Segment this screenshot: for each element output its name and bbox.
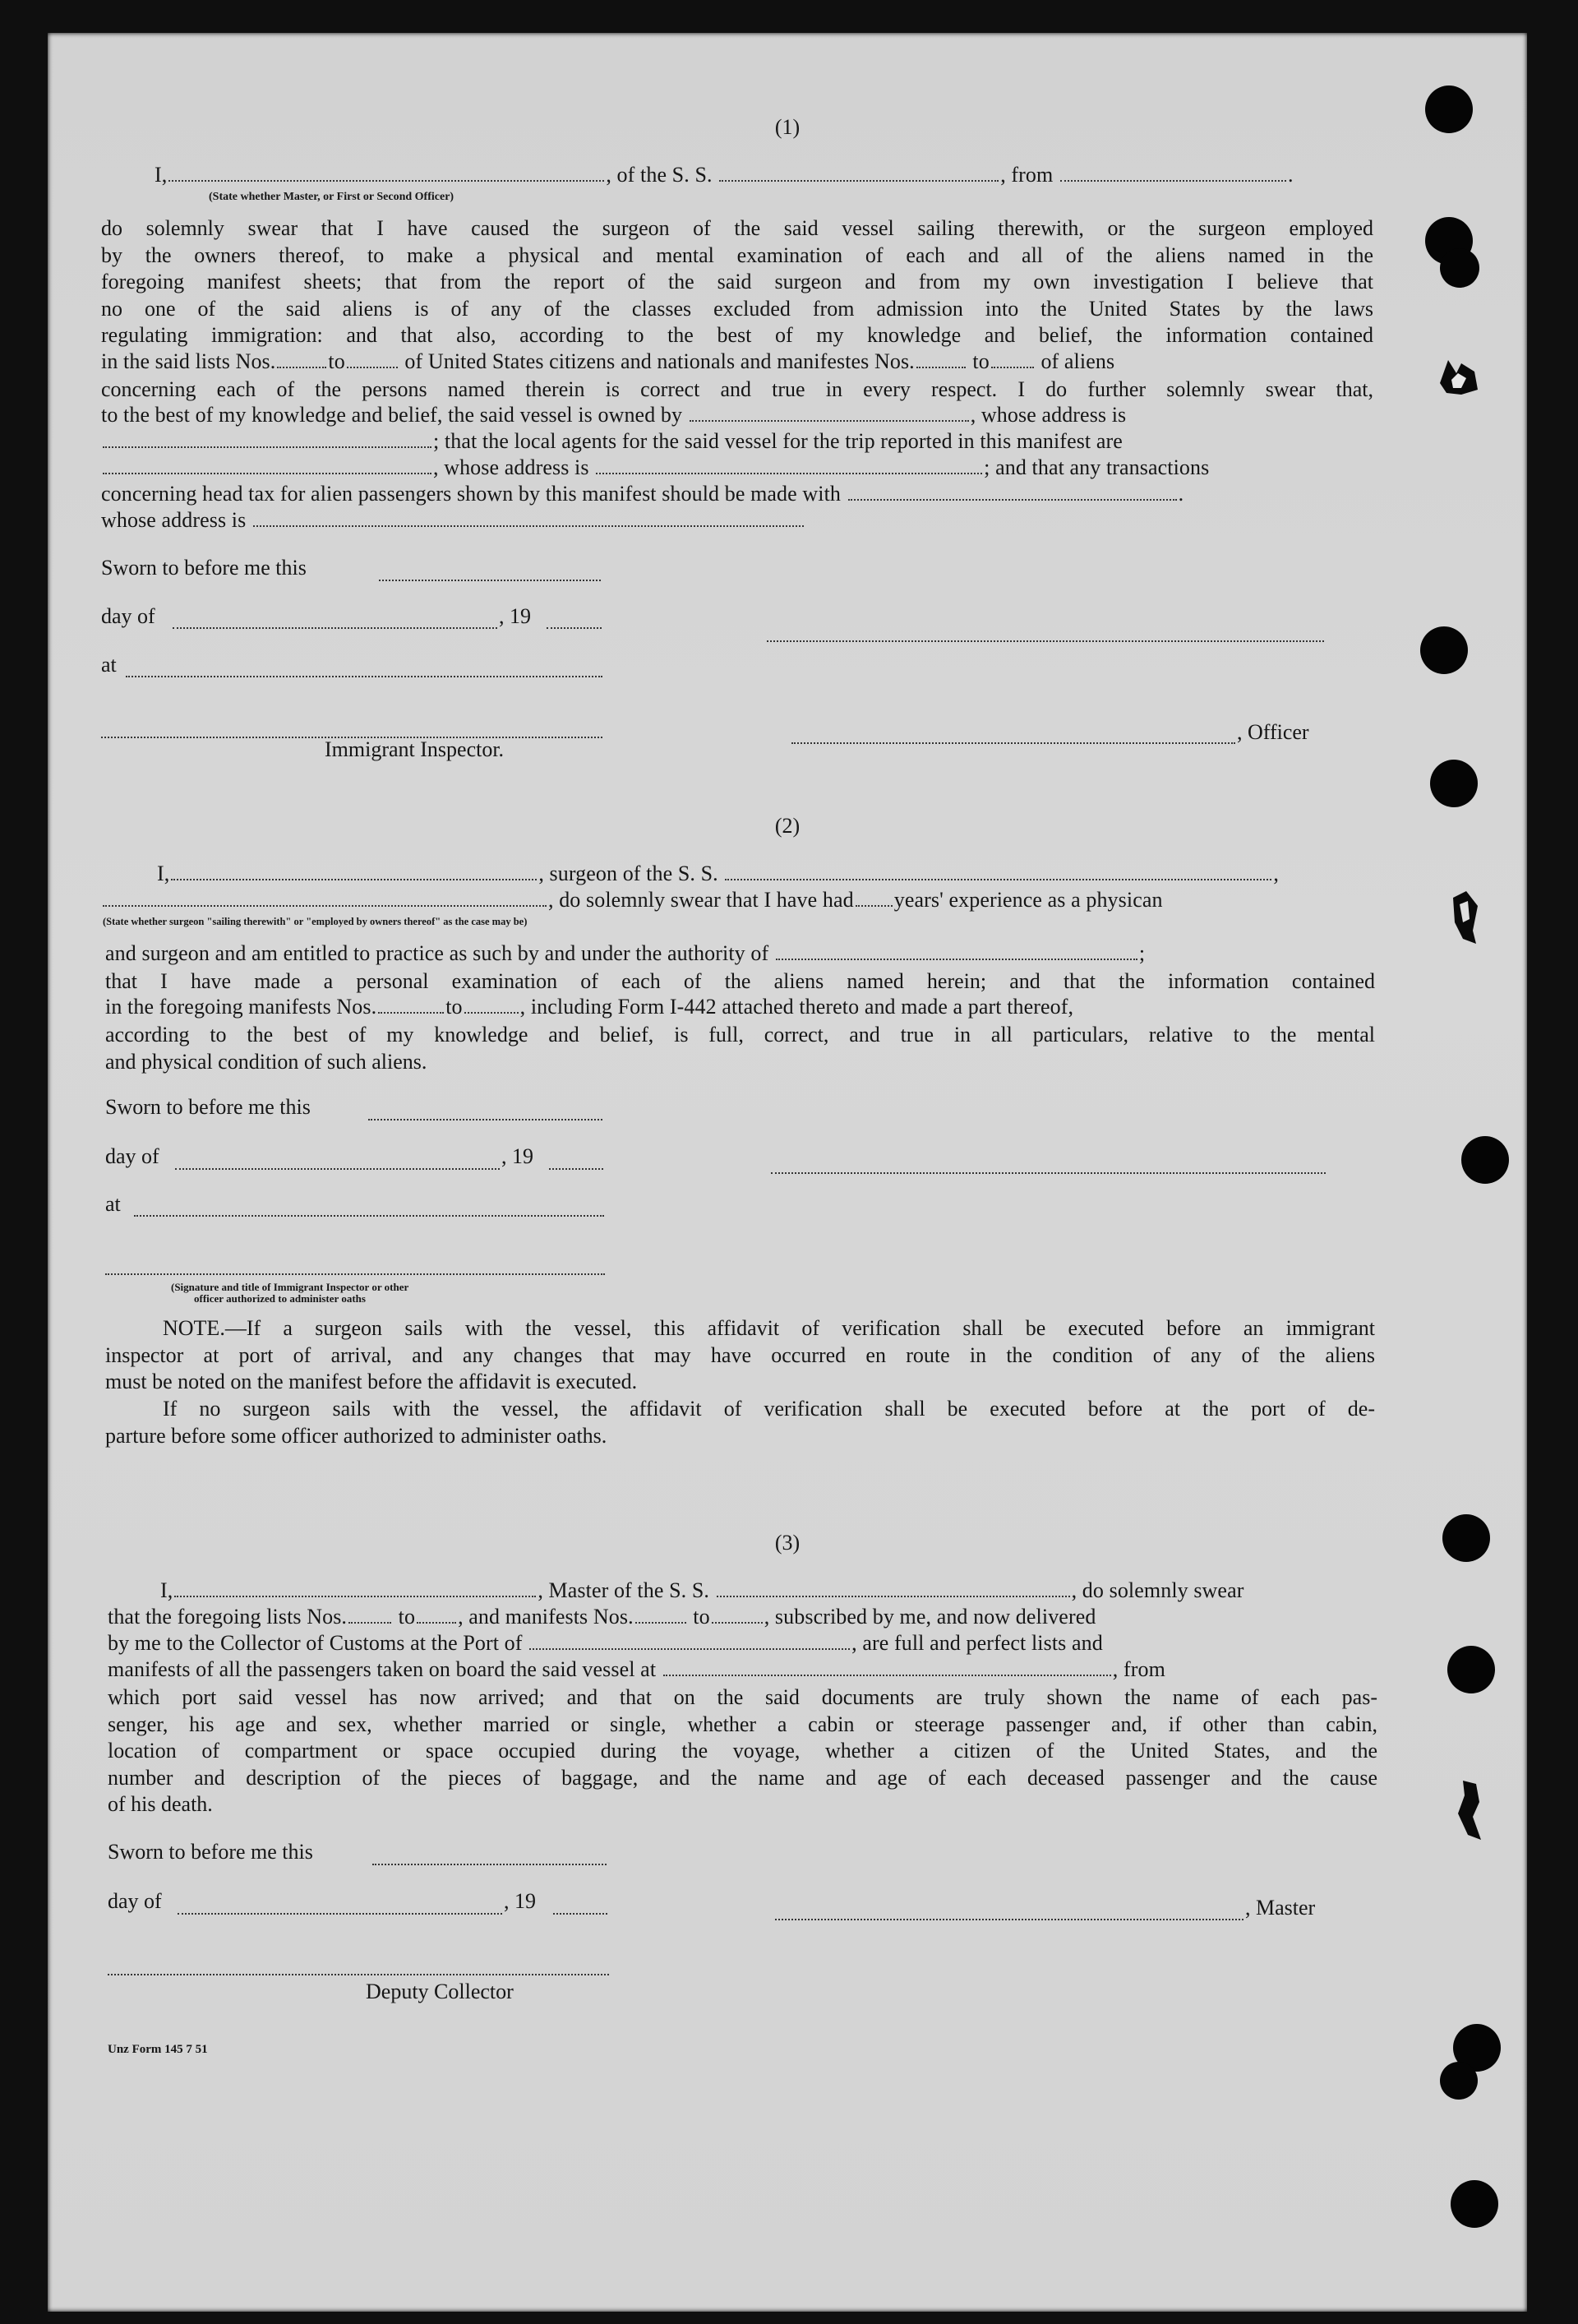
s1-body-line: foregoing manifest sheets; that from the report of the said surgeon and from my own investigation I believe that xyxy=(101,270,1373,293)
s2-note-line: NOTE.—If a surgeon sails with the vessel, this affidavit of verification shall be executed before an immigrant xyxy=(163,1316,1375,1340)
s3-manifests-label: , and manifests Nos. xyxy=(458,1605,634,1629)
s1-agents-line xyxy=(101,429,1123,454)
s1-vessel-field[interactable] xyxy=(719,179,999,182)
s2-ss-label: , surgeon of the S. S. xyxy=(538,862,718,885)
s1-hint: (State whether Master, or First or Second Officer) xyxy=(209,191,454,203)
s1-headtax-label: concerning head tax for alien passengers shown by this manifest should be made with xyxy=(101,482,842,506)
s2-nineteen-label: , 19 xyxy=(501,1144,533,1168)
s2-physician-label: years' experience as a physican xyxy=(893,888,1163,912)
s3-body-line: of his death. xyxy=(108,1792,213,1816)
s2-to-label: to xyxy=(445,995,463,1019)
s2-body-line: according to the best of my knowledge and belief, is full, correct, and true in all particulars, relative to the mental xyxy=(105,1023,1375,1046)
torn-hole xyxy=(1437,355,1481,396)
form-number: Unz Form 145 7 51 xyxy=(108,2043,208,2056)
s3-body-line: senger, his age and sex, whether married or single, whether a cabin or steerage passenger and, if other than cabin, xyxy=(108,1712,1377,1736)
torn-hole xyxy=(1448,889,1481,947)
s3-dayof-label: day of xyxy=(108,1889,162,1913)
s1-to2-label: to xyxy=(972,349,990,373)
s2-years-field[interactable] xyxy=(856,904,893,907)
section-2-number: (2) xyxy=(774,814,801,838)
s1-citizens-label: of United States citizens and nationals and manifestes Nos. xyxy=(404,349,915,373)
s3-name-field[interactable] xyxy=(174,1595,536,1597)
s3-port-label: by me to the Collector of Customs at the Port of xyxy=(108,1631,523,1655)
s1-owned-line xyxy=(101,403,1126,427)
binding-hole xyxy=(1447,1646,1495,1693)
s1-list-from-field[interactable] xyxy=(277,366,326,368)
s1-body-line: regulating immigration: and that also, according to the best of my knowledge and belief, the information contained xyxy=(101,323,1373,347)
s1-ss-label: , of the S. S. xyxy=(606,163,713,187)
s3-body-line: number and description of the pieces of baggage, and the name and age of each deceased passenger and the cause xyxy=(108,1765,1377,1790)
s3-manifest-to-field[interactable] xyxy=(712,1621,763,1624)
s1-list-to-field[interactable] xyxy=(347,366,398,368)
s2-year-field[interactable] xyxy=(549,1167,603,1170)
s1-owned-label: to the best of my knowledge and belief, the said vessel is owned by xyxy=(101,403,683,427)
s3-i-label: I, xyxy=(160,1578,173,1602)
s1-inspector-label: Immigrant Inspector. xyxy=(325,737,505,761)
s2-inspector-signature-line[interactable] xyxy=(105,1273,605,1275)
s3-to2-label: to xyxy=(693,1605,710,1629)
s1-sworn-label: Sworn to before me this xyxy=(101,556,307,580)
s1-owner-address-label: , whose address is xyxy=(970,403,1127,427)
s2-body-line: that I have made a personal examination of each of the aliens named herein; and that the information contained xyxy=(105,969,1375,993)
s2-note-line: inspector at port of arrival, and any changes that may have occurred en route in the condition of any of the aliens xyxy=(105,1342,1375,1367)
s2-surgeon-signature-line[interactable] xyxy=(771,1171,1326,1174)
s3-master-signature-line[interactable] xyxy=(775,1918,1243,1920)
s2-role-field[interactable] xyxy=(103,904,547,907)
s1-at-field[interactable] xyxy=(126,675,602,677)
s1-body2 xyxy=(101,377,1373,404)
s3-line1 xyxy=(160,1578,1243,1603)
s2-manifest-to-field[interactable] xyxy=(464,1011,519,1014)
s2-note-line: parture before some officer authorized to administer oaths. xyxy=(105,1423,607,1448)
s2-dayof-label: day of xyxy=(105,1144,159,1168)
s3-line2 xyxy=(108,1605,1096,1629)
s2-note2 xyxy=(105,1396,1375,1449)
s1-officer-name-line[interactable] xyxy=(791,742,1235,744)
s1-body xyxy=(101,215,1373,349)
s3-body-line: which port said vessel has now arrived; and that on the said documents are truly shown the name of each pas- xyxy=(108,1685,1377,1709)
binding-hole xyxy=(1440,2062,1478,2100)
s2-form-label: , including Form I-442 attached thereto and made a part thereof, xyxy=(519,995,1074,1019)
s2-body-line: and physical condition of such aliens. xyxy=(105,1049,427,1074)
s2-nos-label: in the foregoing manifests Nos. xyxy=(105,995,377,1019)
s3-list-from-field[interactable] xyxy=(348,1621,391,1624)
s2-sig-hint-1: (Signature and title of Immigrant Inspector or other xyxy=(171,1281,409,1293)
s2-note-line: If no surgeon sails with the vessel, the affidavit of verification shall be executed before at the port of de- xyxy=(163,1397,1375,1421)
binding-hole xyxy=(1440,248,1479,288)
s1-nos-line xyxy=(101,349,1114,374)
section-3-number: (3) xyxy=(774,1531,801,1555)
s2-authority-field[interactable] xyxy=(776,958,1137,960)
s2-line1: I, , surgeon of the S. S. , xyxy=(157,862,1279,885)
s1-agent-address-field[interactable] xyxy=(596,472,982,474)
s2-body2 xyxy=(105,1022,1375,1075)
s1-to-label: to xyxy=(328,349,345,373)
s1-whose-final-label: whose address is xyxy=(101,508,247,532)
s1-at-label: at xyxy=(101,653,117,677)
s2-body xyxy=(105,968,1375,996)
s1-owner-field[interactable] xyxy=(690,419,969,422)
s3-body-line: location of compartment or space occupied during the voyage, whether a citizen of the United States, and the xyxy=(108,1739,1377,1763)
s1-owner-address-field[interactable] xyxy=(103,446,431,448)
s2-at-field[interactable] xyxy=(134,1214,604,1217)
binding-hole xyxy=(1461,1136,1509,1184)
s3-collector-label: Deputy Collector xyxy=(366,1980,514,2003)
s1-i-label: I, xyxy=(155,163,168,187)
s2-note xyxy=(105,1315,1375,1396)
s2-name-field[interactable] xyxy=(171,878,537,880)
s3-manifest-from-field[interactable] xyxy=(635,1621,686,1624)
s2-nos-line xyxy=(105,995,1073,1019)
s1-name-field[interactable] xyxy=(168,179,604,182)
s3-body xyxy=(108,1684,1377,1818)
s3-nineteen-label: , 19 xyxy=(504,1889,536,1913)
s3-line3 xyxy=(108,1631,1103,1656)
s1-headtax-field[interactable] xyxy=(848,498,1177,501)
s2-line2 xyxy=(101,888,1163,913)
s1-nos-label: in the said lists Nos. xyxy=(101,349,276,373)
s1-whose-line xyxy=(101,455,1209,480)
s3-year-field[interactable] xyxy=(553,1912,607,1915)
s1-sworn-field[interactable] xyxy=(379,579,601,581)
s3-day-field[interactable] xyxy=(178,1912,502,1915)
s1-agents-label: ; that the local agents for the said vessel for the trip reported in this manifest are xyxy=(433,429,1123,453)
s1-manifest-from-field[interactable] xyxy=(916,366,966,368)
s1-officer-signature-line[interactable] xyxy=(767,640,1324,642)
s1-from-label: , from xyxy=(1000,163,1054,187)
s1-body-line: concerning each of the persons named therein is correct and true in every respect. I do further solemnly swear that, xyxy=(101,377,1373,401)
binding-hole xyxy=(1425,85,1473,133)
s1-agent-address-label: , whose address is xyxy=(433,455,589,479)
s2-sworn-label: Sworn to before me this xyxy=(105,1095,311,1119)
s3-master-label: , Master xyxy=(1245,1896,1316,1920)
s2-i-label: I, xyxy=(157,862,170,885)
s2-sworn-field[interactable] xyxy=(368,1118,602,1120)
binding-hole xyxy=(1420,626,1468,674)
binding-hole xyxy=(1451,2180,1498,2228)
s3-boarded-field[interactable] xyxy=(663,1674,1111,1676)
s2-note-line: must be noted on the manifest before the affidavit is executed. xyxy=(105,1370,638,1393)
s3-line4 xyxy=(108,1657,1165,1682)
s1-nineteen-label: , 19 xyxy=(499,604,531,628)
binding-hole xyxy=(1442,1514,1490,1562)
torn-hole xyxy=(1455,1777,1484,1843)
s1-agents-field[interactable] xyxy=(103,472,431,474)
s1-year-field[interactable] xyxy=(547,626,602,629)
s2-hint: (State whether surgeon "sailing therewith" or "employed by owners thereof" as the case may be) xyxy=(103,916,528,927)
s1-day-field[interactable] xyxy=(173,626,497,629)
s2-auth-line: and surgeon and am entitled to practice as such by and under the authority of ; xyxy=(105,941,1146,965)
s3-to-label: to xyxy=(398,1605,416,1629)
s1-whose-final-line xyxy=(101,508,805,533)
s1-body-line: do solemnly swear that I have caused the surgeon of the said vessel sailing therewith, or the surgeon employed xyxy=(101,216,1373,240)
s2-auth-label: and surgeon and am entitled to practice as such by and under the authority of xyxy=(105,941,769,965)
s3-sworn-label: Sworn to before me this xyxy=(108,1840,313,1864)
s3-boarded-label: manifests of all the passengers taken on board the said vessel at xyxy=(108,1657,657,1681)
s2-vessel-field[interactable] xyxy=(725,878,1271,880)
s1-from-field[interactable] xyxy=(1060,179,1286,182)
s2-manifest-from-field[interactable] xyxy=(378,1011,444,1014)
s2-at-label: at xyxy=(105,1192,121,1216)
s3-vessel-field[interactable] xyxy=(717,1595,1070,1597)
s2-sig-hint-2: officer authorized to administer oaths xyxy=(194,1292,366,1305)
s3-collector-signature-line[interactable] xyxy=(108,1973,609,1975)
s1-manifest-to-field[interactable] xyxy=(991,366,1034,368)
s1-body-line: no one of the said aliens is of any of the classes excluded from admission into the United States by the laws xyxy=(101,296,1373,321)
s2-day-field[interactable] xyxy=(175,1167,500,1170)
s1-aliens-label: of aliens xyxy=(1040,349,1115,373)
s1-officer-label: , Officer xyxy=(1237,720,1309,744)
binding-hole xyxy=(1430,760,1478,807)
s1-body-line: by the owners thereof, to make a physical and mental examination of each and all of the aliens named in the xyxy=(101,243,1373,267)
s2-experience-label: , do solemnly swear that I have had xyxy=(548,888,854,912)
s3-subscribed-label: , subscribed by me, and now delivered xyxy=(764,1605,1096,1629)
s3-ss-label: , Master of the S. S. xyxy=(538,1578,709,1602)
s3-lists-label: that the foregoing lists Nos. xyxy=(108,1605,348,1629)
s1-transactions-label: ; and that any transactions xyxy=(984,455,1210,479)
form-sheet xyxy=(48,33,1527,2312)
s1-headtax-address-field[interactable] xyxy=(253,524,804,527)
section-1-number: (1) xyxy=(774,115,801,139)
s3-port-field[interactable] xyxy=(529,1647,850,1650)
s3-from-label: , from xyxy=(1112,1657,1165,1681)
s1-headtax-line: concerning head tax for alien passengers shown by this manifest should be made with . xyxy=(101,482,1184,506)
s3-swear-label: , do solemnly swear xyxy=(1071,1578,1244,1602)
s3-sworn-field[interactable] xyxy=(372,1863,607,1865)
s3-list-to-field[interactable] xyxy=(417,1621,456,1624)
s1-line1: I, , of the S. S. , from . xyxy=(155,163,1294,187)
s1-dayof-label: day of xyxy=(101,604,155,628)
s3-lists-full-label: , are full and perfect lists and xyxy=(851,1631,1103,1655)
